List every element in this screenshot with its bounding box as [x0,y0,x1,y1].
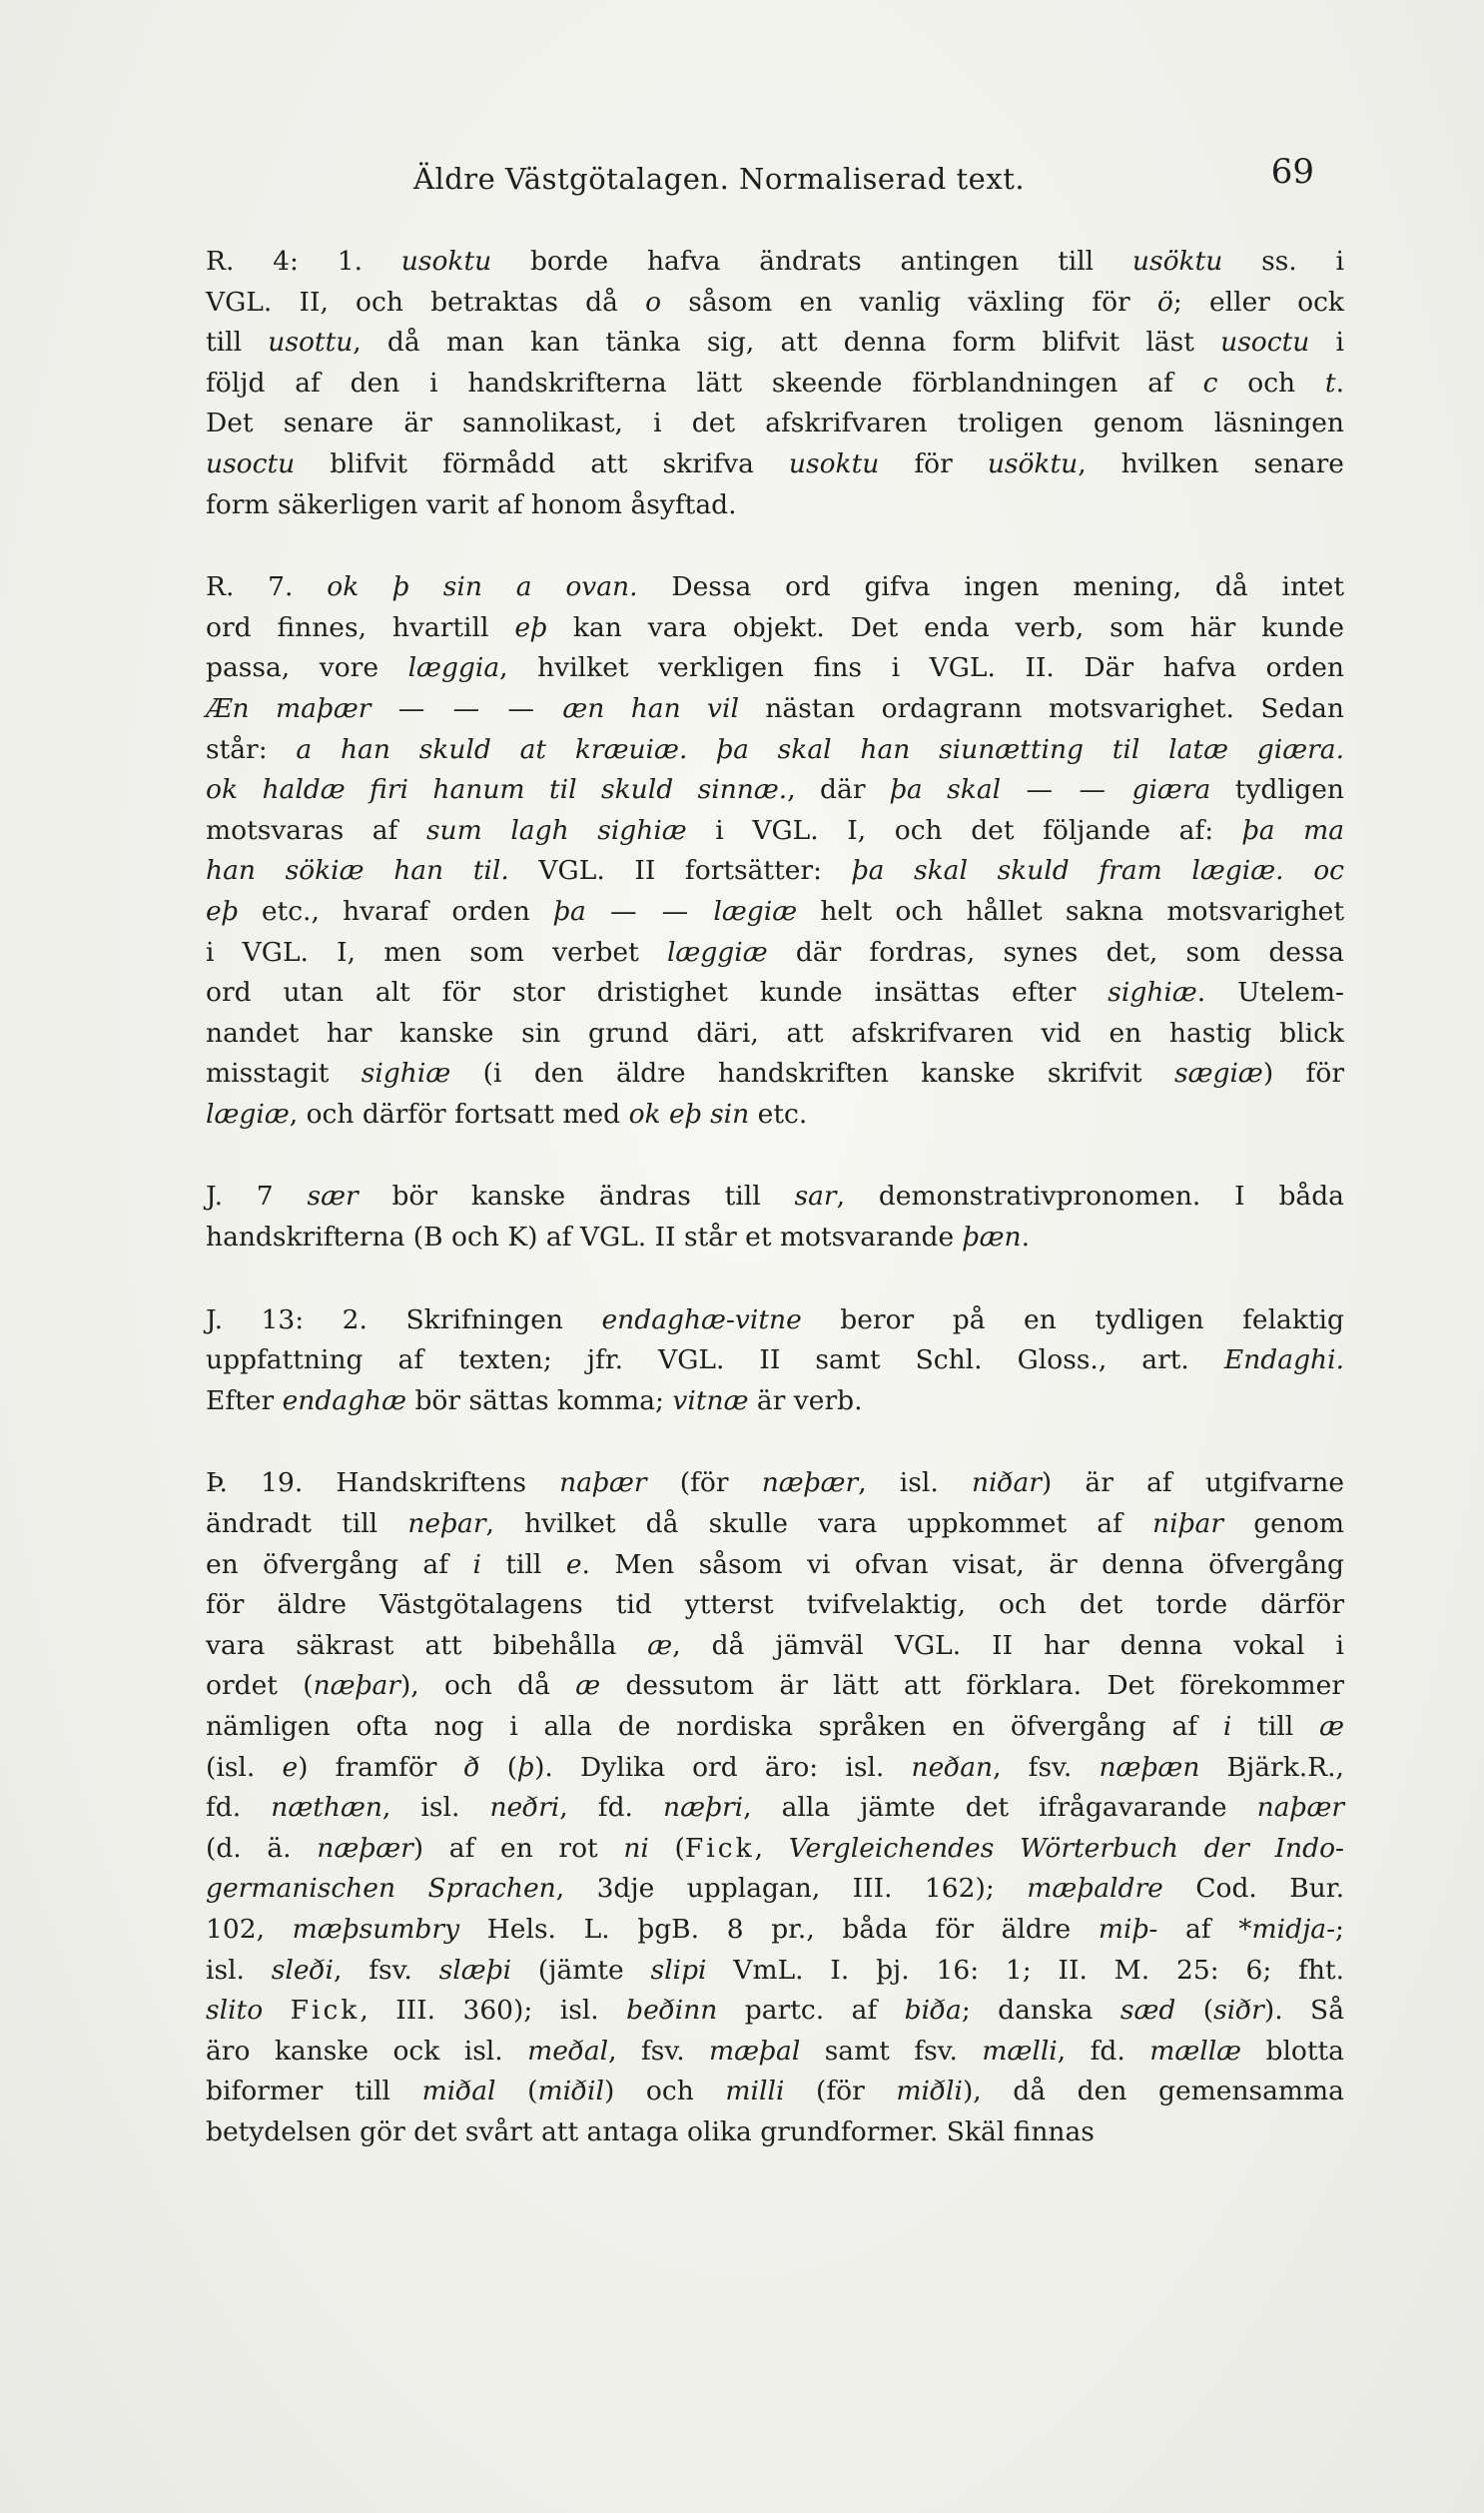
text-line [206,1054,1344,1095]
text-run: , och därför fortsatt med [289,1098,629,1130]
text-run [263,1995,290,2026]
italic-term: o [645,286,662,318]
text-run: bör kanske ändras till [358,1181,795,1213]
italic-term: neðri [489,1792,560,1824]
text-run: står: [206,733,297,765]
text-run: för äldre Västgötalagens tid ytterst tvifvelaktig, och det torde därför [206,1589,1344,1621]
italic-term: ð [463,1751,480,1783]
italic-term: sighiæ [361,1058,451,1090]
text-run: är verb. [748,1384,863,1416]
text-line [206,323,1344,364]
text-line [206,1504,1344,1545]
text-run: ) och [603,2076,726,2107]
italic-term: þa ma [1241,814,1345,846]
text-run: , fsv. [608,2035,710,2067]
italic-term: æ [647,1629,673,1661]
text-line [206,933,1344,974]
text-run: (jämte [511,1954,651,1986]
italic-term: mæþal [709,2035,801,2067]
text-run: Det senare är sannolikast, i det afskrifvaren troligen genom läsningen [206,408,1344,439]
text-line [206,811,1344,852]
text-run: Cod. Bur. [1162,1873,1344,1905]
text-line [206,1381,1344,1422]
paragraph [206,1177,1344,1257]
text-run: till [1231,1711,1320,1742]
italic-term: slipi [650,1954,707,1986]
italic-term: giæra [1131,774,1211,806]
text-run: för [879,447,988,479]
italic-term: usoctu [206,447,296,479]
text-run: motsvaras af [206,814,426,846]
text-line [206,444,1344,485]
text-line [206,1095,1344,1136]
italic-term: han sökiæ han til. [206,855,509,887]
italic-term: mælli [982,2035,1058,2067]
italic-term: lægiæ [206,1098,290,1130]
text-run: bör sättas komma; [406,1384,673,1416]
text-run: , isl. [381,1792,490,1824]
italic-term: sæd [1119,1995,1176,2027]
text-run: etc. [749,1098,808,1130]
italic-term: sægiæ [1173,1058,1263,1090]
italic-term: slito [206,1995,264,2027]
italic-term: eþ [514,611,548,643]
italic-term: usöktu [987,447,1079,479]
text-run: Efter [206,1384,283,1416]
text-line [206,404,1344,444]
text-line [206,1951,1344,1992]
italic-term: mæþsumbry [292,1913,460,1945]
text-line [206,1829,1344,1870]
italic-term: sighiæ [1108,977,1197,1009]
text-line [206,1666,1344,1707]
text-run: ; [1335,1913,1344,1945]
italic-term: eþ [206,895,239,927]
text-run: nämligen ofta nog i alla de nordiska språken en öfvergång af [206,1711,1223,1742]
text-run: — — — [371,692,563,724]
paragraph [206,242,1344,525]
text-line [206,1707,1344,1748]
text-run: ) är af utgifvarne [1041,1467,1345,1499]
text-run: J. 13: 2. Skrifningen [206,1303,602,1335]
italic-term: þa [552,895,586,927]
text-run: (isl. [206,1751,283,1783]
paragraph-gap [206,525,1344,567]
italic-term: lægiæ [713,895,798,927]
italic-term: þ [517,1751,535,1783]
text-run: , hvilken senare [1078,447,1344,479]
text-run: . Utelem- [1196,977,1344,1009]
text-run: , där [787,774,890,806]
italic-term: sær [307,1181,359,1213]
italic-term: germanischen Sprachen [206,1873,556,1905]
italic-term: i [472,1548,481,1580]
italic-term: mællæ [1149,2035,1242,2067]
italic-term: e [565,1548,582,1580]
italic-term: meðal [527,2035,609,2067]
text-run: ord finnes, hvartill [206,611,515,643]
italic-term: sar [794,1181,837,1213]
italic-term: læggiæ [666,936,768,968]
text-run: ; danska [961,1995,1120,2027]
body-text [206,242,1344,2153]
italic-term: ok haldæ firi hanum til skuld sinnæ. [206,774,788,806]
text-run: Dessa ord gifva ingen mening, då intet [637,571,1344,603]
text-run: — — [585,895,714,927]
text-run: i VGL. I, och det följande af: [686,814,1242,846]
italic-term: ok eþ sin [628,1098,750,1130]
italic-term: sum lagh sighiæ [425,814,687,846]
text-run: ändradt till [206,1508,408,1540]
italic-term: beðinn [626,1995,718,2027]
text-run: betydelsen gör det svårt att antaga olika grundformer. Skäl finnas [206,2115,1095,2147]
text-run: Fick [290,1995,361,2027]
text-run: vara säkrast att bibehålla [206,1629,648,1661]
text-run: nästan ordagrann motsvarighet. Sedan [738,692,1345,724]
text-line [206,973,1344,1014]
text-run: följd af den i handskrifterna lätt skeende förblandningen af [206,367,1203,399]
text-line [206,1300,1344,1341]
text-run: (för [784,2076,897,2107]
text-line [206,689,1344,730]
text-run: uppfattning af texten; jfr. VGL. II samt Schl. Gloss., art. [206,1344,1224,1376]
text-run: ) för [1262,1058,1344,1090]
italic-term: usoctu [1220,327,1310,359]
italic-term: neþar [407,1508,486,1540]
italic-term: æ [575,1670,601,1702]
text-run: R. 7. [206,571,328,603]
text-run: , fd. [1057,2035,1150,2067]
text-run: . Men såsom vi ofvan visat, är denna öfvergång [581,1548,1344,1580]
text-run: ) af en rot [412,1832,624,1864]
page-number: 69 [1270,152,1314,192]
text-line [206,567,1344,608]
text-run: , hvilket verkligen fins i VGL. II. Där hafva orden [499,652,1345,684]
italic-term: æn han vil [562,692,739,724]
text-run: en öfvergång af [206,1548,473,1580]
text-run: ( [1175,1995,1214,2027]
text-run: ), då den gemensamma [962,2076,1344,2107]
text-run: , fd. [559,1792,664,1824]
italic-term: vitnæ [672,1384,749,1416]
text-run: till [480,1548,566,1580]
paragraph-gap [206,1421,1344,1463]
text-run: ( [495,2076,538,2107]
text-line [206,851,1344,892]
text-run: , fsv. [993,1751,1100,1783]
text-run: ), och då [399,1670,576,1702]
text-line [206,1585,1344,1626]
text-line [206,1626,1344,1667]
italic-term: næþær [761,1467,859,1499]
italic-term: Æn maþær [206,692,371,724]
text-line [206,1340,1344,1381]
text-run: kan vara objekt. Det enda verb, som här kunde [547,611,1344,643]
italic-term: ö [1156,286,1173,318]
text-run: i [1309,327,1344,359]
text-run: till [206,327,269,359]
text-run: ( [479,1751,518,1783]
italic-term: niðar [971,1467,1042,1499]
text-run: , [754,1832,789,1864]
italic-term: þæn [962,1222,1022,1254]
italic-term: mæþaldre [1027,1873,1163,1905]
text-run: ord utan alt för stor dristighet kunde insättas efter [206,977,1109,1009]
text-line [206,364,1344,405]
text-run: , isl. [858,1467,972,1499]
text-run: 102, [206,1913,293,1945]
text-run: VmL. I. þj. 16: 1; II. M. 25: 6; fht. [706,1954,1345,1986]
text-run: såsom en vanlig växling för [661,286,1157,318]
italic-term: naþær [1256,1792,1345,1824]
text-run: i VGL. I, men som verbet [206,936,667,968]
text-run: dessutom är lätt att förklara. Det förekommer [600,1670,1344,1702]
italic-term: siðr [1213,1995,1264,2027]
text-run: borde hafva ändrats antingen till [491,246,1132,277]
text-run: Fick [684,1832,755,1864]
text-run: etc., hvaraf orden [238,895,553,927]
italic-term: Vergleichendes Wörterbuch der Indo- [788,1832,1344,1864]
text-line [206,1218,1344,1258]
text-line [206,2032,1344,2073]
italic-term: næþæn [1099,1751,1200,1783]
italic-term: miðli [896,2076,963,2107]
text-run: VGL. II, och betraktas då [206,286,646,318]
italic-term: naþær [559,1467,647,1499]
italic-term: þa skal [889,774,1002,806]
text-line [206,730,1344,771]
text-run: VGL. II fortsätter: [508,855,852,887]
text-line [206,1014,1344,1055]
text-run: nandet har kanske sin grund däri, att afskrifvaren vid en hastig blick [206,1017,1344,1049]
italic-term: næthæn [271,1792,382,1824]
text-run: tydligen [1210,774,1344,806]
text-run: J. 7 [206,1181,308,1213]
italic-term: miðal [421,2076,496,2107]
text-line [206,2072,1344,2112]
text-run: . [1335,367,1344,399]
italic-term: læggia [407,652,500,684]
italic-term: e [282,1751,299,1783]
text-run: där fordras, synes det, som dessa [767,936,1344,968]
text-run: handskrifterna (B och K) af VGL. II står et motsvarande [206,1222,963,1254]
text-run: och [1217,367,1325,399]
text-line [206,1177,1344,1218]
text-run: samt fsv. [800,2035,983,2067]
italic-term: miþ- [1098,1913,1158,1945]
text-line [206,608,1344,649]
text-line [206,2112,1344,2153]
text-run: ordet ( [206,1670,314,1702]
text-line [206,892,1344,933]
text-run: blotta [1241,2035,1344,2067]
text-run: blifvit förmådd att skrifva [295,447,789,479]
text-run: , III. 360); isl. [360,1995,627,2027]
paragraph-gap [206,1135,1344,1177]
text-run: (d. ä. [206,1832,318,1864]
italic-term: slæþi [438,1954,512,1986]
text-run: ( [648,1832,685,1864]
italic-term: c [1202,367,1218,399]
text-run: . [1021,1222,1031,1254]
running-title: Äldre Västgötalagen. Normaliserad text. [413,162,1026,196]
text-run: ) framför [298,1751,464,1783]
italic-term: t [1324,367,1336,399]
text-run: — — [1001,774,1132,806]
text-run: , då man kan tänka sig, att denna form blifvit läst [353,327,1221,359]
text-run: , hvilket då skulle vara uppkommet af [485,1508,1153,1540]
text-run: , alla jämte det ifrågavarande [743,1792,1257,1824]
text-run: ). Så [1263,1995,1345,2027]
italic-term: sleði [271,1954,334,1986]
italic-term: ok þ sin a ovan. [327,571,638,603]
italic-term: neðan [911,1751,994,1783]
text-run: Hels. L. þgB. 8 pr., båda för äldre [459,1913,1099,1945]
italic-term: usoktu [788,447,880,479]
text-line [206,283,1344,324]
text-run: , 3dje upplagan, III. 162); [555,1873,1028,1905]
italic-term: ni [623,1832,649,1864]
italic-term: Endaghi. [1223,1344,1344,1376]
italic-term: endaghæ [282,1384,407,1416]
italic-term: midja- [1251,1913,1336,1945]
italic-term: þa skal skuld fram lægiæ. oc [851,855,1344,887]
text-run: af * [1157,1913,1252,1945]
italic-term: milli [725,2076,785,2107]
text-run: ). Dylika ord äro: isl. [534,1751,912,1783]
text-run: , då jämväl VGL. II har denna vokal i [672,1629,1345,1661]
text-run: beror på en tydligen felaktig [801,1303,1344,1335]
text-run: (för [646,1467,762,1499]
text-run: Bjärk.R., [1199,1751,1344,1783]
text-run: äro kanske ock isl. [206,2035,528,2067]
italic-term: i [1222,1711,1232,1742]
text-run: ; eller ock [1172,286,1344,318]
italic-term: næþri [663,1792,744,1824]
text-line [206,1991,1344,2032]
italic-term: usoktu [400,246,492,277]
italic-term: næþar [313,1670,400,1702]
text-line [206,242,1344,283]
paragraph [206,1300,1344,1422]
text-run: ss. i [1222,246,1344,277]
text-run: partc. af [717,1995,905,2027]
paragraph [206,1463,1344,2152]
text-line [206,1748,1344,1789]
text-line [206,1463,1344,1504]
italic-term: biða [904,1995,962,2027]
italic-term: æ [1319,1711,1344,1742]
text-run: , demonstrativpronomen. I båda [836,1181,1344,1213]
text-run: biformer till [206,2076,422,2107]
text-run: R. 4: 1. [206,246,401,277]
italic-term: endaghæ-vitne [601,1303,802,1335]
italic-term: næþær [317,1832,413,1864]
italic-term: usottu [268,327,354,359]
text-line [206,1788,1344,1829]
text-run: form säkerligen varit af honom åsyftad. [206,488,737,520]
text-run: isl. [206,1954,272,1986]
text-line [206,1910,1344,1951]
text-run: misstagit [206,1058,362,1090]
paragraph-gap [206,1258,1344,1300]
text-run: helt och hållet sakna motsvarighet [797,895,1344,927]
text-run: fd. [206,1792,272,1824]
text-run: genom [1223,1508,1344,1540]
text-run: Þ. 19. Handskriftens [206,1467,560,1499]
text-run: (i den äldre handskriften kanske skrifvit [450,1058,1174,1090]
paragraph [206,567,1344,1135]
text-line [206,485,1344,526]
italic-term: a han skuld at kræuiæ. þa skal han siunætting til latæ giæra. [296,733,1344,765]
page-header [206,152,1314,210]
text-line [206,648,1344,689]
text-run: passa, vore [206,652,408,684]
text-run: , fsv. [333,1954,439,1986]
italic-term: usöktu [1131,246,1223,277]
text-line [206,770,1344,811]
italic-term: niþar [1152,1508,1224,1540]
text-line [206,1545,1344,1586]
text-line [206,1869,1344,1910]
italic-term: miðil [537,2076,604,2107]
